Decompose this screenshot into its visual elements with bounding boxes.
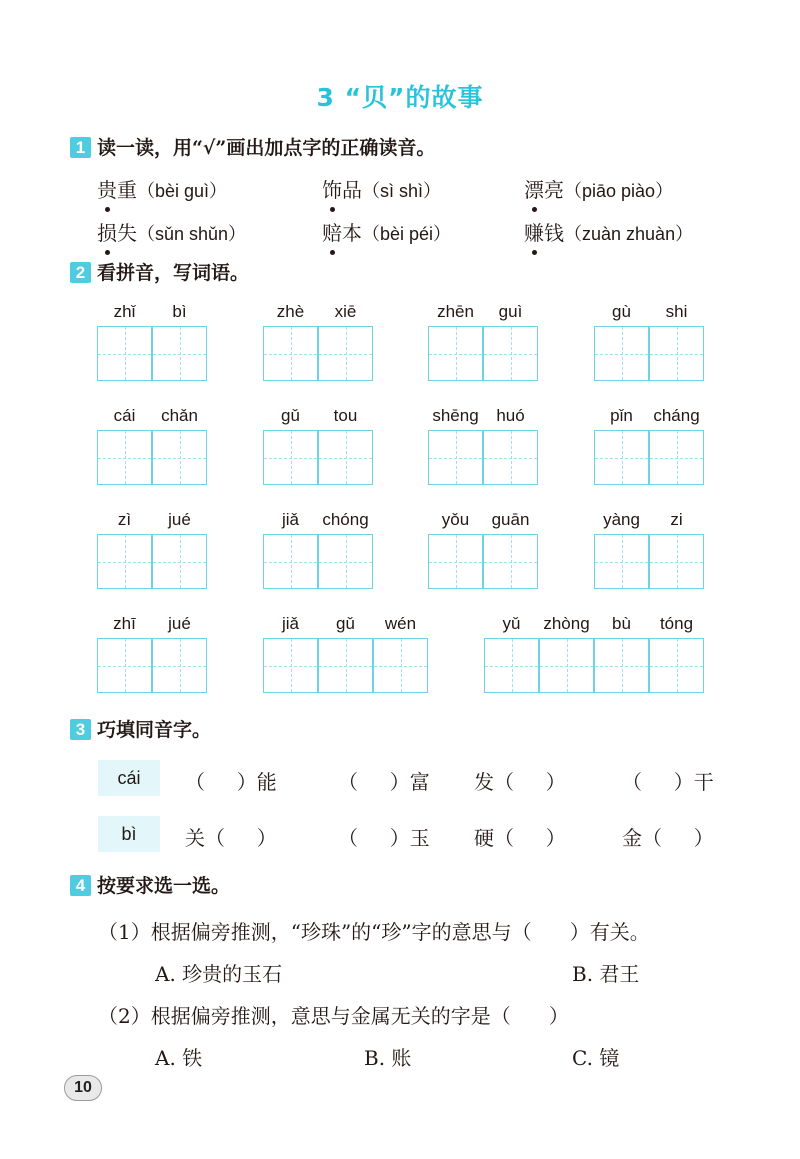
pinyin-label: bù	[612, 614, 631, 633]
dotted-character: 贵	[97, 174, 117, 203]
writing-cell[interactable]	[318, 534, 373, 589]
dotted-character: 赚	[524, 217, 544, 246]
page-title: 3 “贝”的故事	[316, 83, 484, 112]
pinyin-label: cái	[113, 406, 136, 425]
pinyin-label: chǎn	[161, 406, 198, 425]
pinyin-options[interactable]: （sǔn shǔn）	[137, 224, 247, 244]
writing-cell[interactable]	[318, 638, 373, 693]
pinyin-label: zi	[670, 510, 683, 529]
pinyin-label: chóng	[322, 510, 369, 529]
writing-cell[interactable]	[594, 430, 649, 485]
fill-blank[interactable]: 金（ ）	[622, 826, 714, 850]
pinyin-label-cai: cái	[98, 760, 160, 796]
pinyin-label: zhè	[276, 302, 305, 321]
writing-cell[interactable]	[483, 534, 538, 589]
pinyin-label: guì	[498, 302, 523, 321]
fill-blank[interactable]: 硬（ ）	[474, 826, 566, 850]
writing-cell[interactable]	[373, 638, 428, 693]
writing-cell[interactable]	[484, 638, 539, 693]
pinyin-label: zhī	[113, 614, 136, 633]
option-b[interactable]: B. 账	[364, 1046, 412, 1070]
pinyin-label: jué	[168, 510, 191, 529]
pinyin-label-bi: bì	[98, 816, 160, 852]
option-a[interactable]: A. 铁	[155, 1046, 203, 1070]
fill-blank[interactable]: 发（ ）	[474, 770, 566, 794]
question-1-number: 1	[70, 137, 91, 158]
reading-item	[524, 217, 693, 246]
pinyin-options[interactable]: （bèi péi）	[362, 224, 452, 244]
writing-cell[interactable]	[263, 326, 318, 381]
reading-item	[322, 174, 441, 203]
writing-cell[interactable]	[649, 326, 704, 381]
pinyin-label: zhǐ	[113, 302, 136, 321]
pinyin-label: gǔ	[281, 406, 300, 425]
option-c[interactable]: C. 镜	[572, 1046, 620, 1070]
question-3-number: 3	[70, 719, 91, 740]
option-b[interactable]: B. 君王	[572, 962, 640, 986]
pinyin-label: tóng	[659, 614, 694, 633]
pinyin-label: zhēn	[437, 302, 474, 321]
following-character: 品	[342, 178, 362, 202]
writing-cell[interactable]	[483, 430, 538, 485]
writing-cell[interactable]	[263, 534, 318, 589]
dotted-character: 赔	[322, 217, 342, 246]
writing-cell[interactable]	[539, 638, 594, 693]
pinyin-label: shēng	[432, 406, 479, 425]
pinyin-label: bì	[172, 302, 187, 321]
reading-item	[322, 217, 451, 246]
pinyin-options[interactable]: （zuàn zhuàn）	[564, 224, 694, 244]
pinyin-label: zì	[117, 510, 132, 529]
reading-item	[524, 174, 673, 203]
pinyin-label: tou	[333, 406, 358, 425]
fill-blank[interactable]: （ ）能	[185, 770, 277, 794]
writing-cell[interactable]	[318, 326, 373, 381]
pinyin-label: guān	[491, 510, 530, 529]
question-4-text: 按要求选一选。	[97, 875, 231, 897]
pinyin-label: yǒu	[441, 510, 470, 529]
following-character: 钱	[544, 221, 564, 245]
following-character: 本	[342, 221, 362, 245]
pinyin-label: yǔ	[502, 614, 521, 633]
pinyin-label: shi	[665, 302, 688, 321]
question-2-text: 看拼音，写词语。	[97, 262, 250, 284]
pinyin-label: zhòng	[543, 614, 590, 633]
pinyin-label: wén	[384, 614, 417, 633]
writing-cell[interactable]	[97, 430, 152, 485]
fill-blank[interactable]: 关（ ）	[185, 826, 277, 850]
writing-cell[interactable]	[152, 534, 207, 589]
writing-cell[interactable]	[97, 638, 152, 693]
pinyin-label: xiē	[334, 302, 357, 321]
question-1-text: 读一读，用“√”画出加点字的正确读音。	[97, 137, 436, 159]
pinyin-label: gù	[612, 302, 631, 321]
following-character: 失	[117, 221, 137, 245]
pinyin-label: yàng	[603, 510, 640, 529]
dotted-character: 漂	[524, 174, 544, 203]
writing-cell[interactable]	[152, 326, 207, 381]
reading-item	[97, 174, 227, 203]
writing-cell[interactable]	[318, 430, 373, 485]
fill-blank[interactable]: （ ）玉	[338, 826, 430, 850]
question-4-number: 4	[70, 875, 91, 896]
page-number: 10	[64, 1075, 102, 1101]
pinyin-label: pǐn	[610, 406, 633, 425]
writing-cell[interactable]	[483, 326, 538, 381]
pinyin-options[interactable]: （sì shì）	[362, 181, 442, 201]
pinyin-label: huó	[496, 406, 525, 425]
question-4-part-1: （1）根据偏旁推测，“珍珠”的“珍”字的意思与（ ）有关。	[98, 920, 650, 944]
writing-cell[interactable]	[263, 430, 318, 485]
fill-blank[interactable]: （ ）富	[338, 770, 430, 794]
writing-cell[interactable]	[428, 326, 483, 381]
fill-blank[interactable]: （ ）干	[622, 770, 714, 794]
reading-item	[97, 217, 246, 246]
pinyin-label: jué	[168, 614, 191, 633]
following-character: 亮	[544, 178, 564, 202]
writing-cell[interactable]	[649, 534, 704, 589]
option-a[interactable]: A. 珍贵的玉石	[155, 962, 283, 986]
pinyin-label: jiǎ	[281, 510, 299, 529]
writing-cell[interactable]	[263, 638, 318, 693]
writing-cell[interactable]	[594, 638, 649, 693]
writing-cell[interactable]	[152, 430, 207, 485]
question-3-text: 巧填同音字。	[97, 719, 212, 741]
pinyin-label: gǔ	[336, 614, 355, 633]
dotted-character: 损	[97, 217, 117, 246]
writing-cell[interactable]	[152, 638, 207, 693]
writing-cell[interactable]	[594, 326, 649, 381]
writing-cell[interactable]	[97, 534, 152, 589]
question-2-number: 2	[70, 262, 91, 283]
writing-cell[interactable]	[97, 326, 152, 381]
pinyin-options[interactable]: （bèi guì）	[137, 181, 228, 201]
pinyin-label: jiǎ	[281, 614, 299, 633]
following-character: 重	[117, 178, 137, 202]
writing-cell[interactable]	[649, 430, 704, 485]
pinyin-options[interactable]: （piāo piào）	[564, 181, 674, 201]
writing-cell[interactable]	[649, 638, 704, 693]
pinyin-label: cháng	[653, 406, 700, 425]
writing-cell[interactable]	[428, 534, 483, 589]
writing-cell[interactable]	[594, 534, 649, 589]
writing-cell[interactable]	[428, 430, 483, 485]
question-4-part-2: （2）根据偏旁推测，意思与金属无关的字是（ ）	[98, 1004, 569, 1028]
dotted-character: 饰	[322, 174, 342, 203]
